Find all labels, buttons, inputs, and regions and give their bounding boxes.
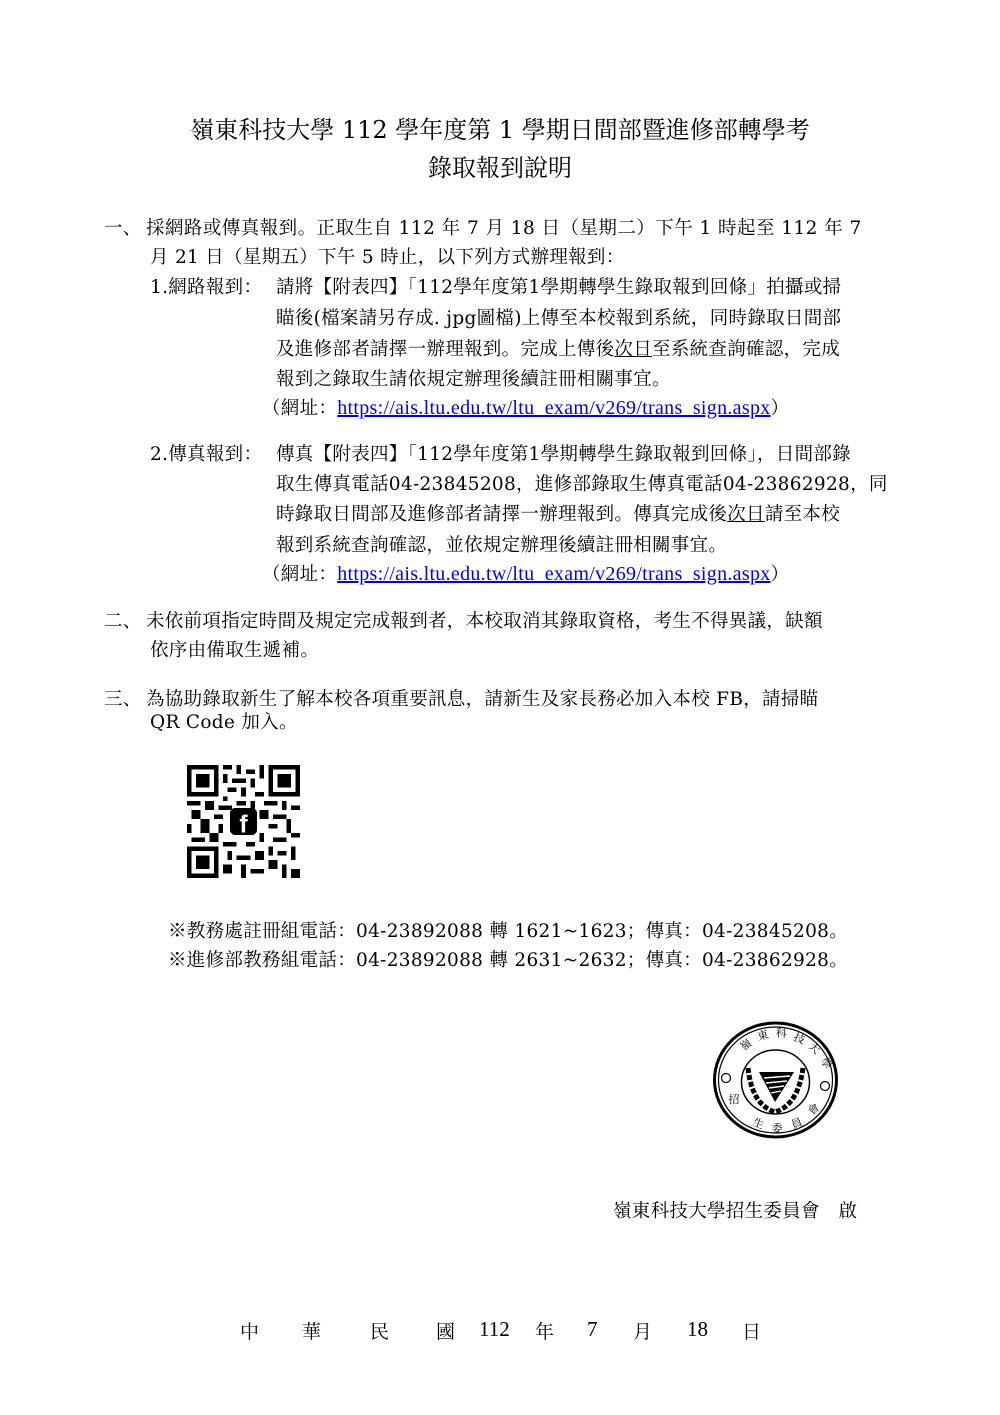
issuer-signature: 嶺東科技大學招生委員會 啟 — [613, 1201, 858, 1222]
section-1-line-1: 採網路或傳真報到。正取生自 112 年 7 月 18 日（星期二）下午 1 時起至 112 年 7 — [146, 218, 862, 239]
date-char: 中 — [240, 1321, 260, 1343]
section-2-line-2: 依序由備取生遞補。 — [150, 640, 320, 661]
section-2-marker: 二、 — [104, 611, 142, 632]
svg-text:大: 大 — [805, 1039, 823, 1057]
svg-text:技: 技 — [791, 1030, 807, 1047]
date-month: 7 — [587, 1317, 598, 1341]
svg-text:生: 生 — [750, 1115, 766, 1132]
registration-url-link[interactable]: https://ais.ltu.edu.tw/ltu_exam/v269/trans_sign.aspx — [337, 563, 771, 585]
date-char: 年 — [535, 1321, 555, 1343]
section-3-line-1: 為協助錄取新生了解本校各項重要訊息，請新生及家長務必加入本校 FB，請掃瞄 — [146, 689, 819, 710]
svg-text:學: 學 — [817, 1055, 835, 1072]
item-2-line-1: 傳真【附表四】「112學年度第1學期轉學生錄取報到回條」，日間部錄 — [276, 444, 851, 465]
section-2-line-1: 未依前項指定時間及規定完成報到者，本校取消其錄取資格，考生不得異議，缺額 — [146, 611, 823, 632]
item-1-line-3-rest: 至系統查詢確認，完成 — [652, 339, 841, 360]
section-3-marker: 三、 — [104, 689, 142, 710]
item-2-line-3-rest: 請至本校 — [764, 504, 841, 525]
date-char: 民 — [370, 1321, 390, 1343]
item-1-label: 1.網路報到： — [150, 277, 263, 298]
url-suffix: ） — [770, 398, 790, 419]
item-2-url-row — [262, 560, 789, 586]
registration-url-link[interactable]: https://ais.ltu.edu.tw/ltu_exam/v269/trans_sign.aspx — [337, 397, 771, 419]
item-2-line-3-text: 時錄取日間部及進修部者請擇一辦理報到。傳真完成後 — [276, 504, 728, 525]
svg-text:東: 東 — [756, 1027, 771, 1044]
date-char: 日 — [742, 1321, 762, 1343]
item-2-label: 2.傳真報到： — [150, 444, 263, 465]
item-1-line-2: 瞄後(檔案請另存成. jpg圖檔)上傳至本校報到系統，同時錄取日間部 — [276, 308, 842, 329]
date-char: 國 — [436, 1321, 456, 1343]
url-suffix: ） — [770, 564, 790, 585]
date-char: 月 — [633, 1321, 653, 1343]
svg-text:招: 招 — [728, 1093, 740, 1106]
svg-text:科: 科 — [775, 1026, 788, 1041]
contact-registration-office: ※教務處註冊組電話：04-23892088 轉 1621~1623；傳真：04-23845208。 — [168, 921, 849, 942]
item-1-url-row — [262, 394, 789, 420]
item-1-line-4: 報到之錄取生請依規定辦理後續註冊相關事宜。 — [276, 369, 671, 390]
university-seal-icon — [712, 1020, 839, 1140]
date-year: 112 — [479, 1317, 510, 1341]
facebook-qr-code-icon[interactable] — [187, 765, 300, 878]
item-2-line-4: 報到系統查詢確認，並依規定辦理後續註冊相關事宜。 — [276, 535, 728, 556]
date-char: 華 — [302, 1321, 322, 1343]
contact-extension-division: ※進修部教務組電話：04-23892088 轉 2631~2632；傳真：04-23862928。 — [168, 950, 849, 971]
section-1-marker: 一、 — [104, 218, 142, 239]
section-3-line-2: QR Code 加入。 — [150, 712, 298, 733]
issue-date — [0, 1317, 1000, 1347]
document-title: 嶺東科技大學 112 學年度第 1 學期日間部暨進修部轉學考 — [190, 116, 810, 144]
url-prefix: （網址： — [262, 564, 338, 585]
item-1-line-3-text: 及進修部者請擇一辦理報到。完成上傳後 — [276, 339, 615, 360]
section-1-line-2: 月 21 日（星期五）下午 5 時止，以下列方式辦理報到： — [150, 247, 625, 268]
item-1-line-1: 請將【附表四】「112學年度第1學期轉學生錄取報到回條」拍攝或掃 — [276, 277, 842, 298]
url-prefix: （網址： — [262, 398, 338, 419]
item-2-line-2: 取生傳真電話04-23845208，進修部錄取生傳真電話04-23862928，同 — [276, 474, 888, 495]
document-subtitle: 錄取報到說明 — [428, 154, 572, 182]
next-day-underlined: 次日 — [614, 339, 653, 360]
date-day: 18 — [687, 1317, 708, 1341]
item-2-line-3 — [276, 500, 840, 526]
svg-text:嶺: 嶺 — [737, 1036, 755, 1054]
svg-text:委: 委 — [771, 1122, 783, 1135]
svg-text:員: 員 — [789, 1115, 805, 1132]
next-day-underlined: 次日 — [727, 504, 765, 525]
item-1-line-3 — [276, 335, 840, 361]
svg-text:會: 會 — [805, 1100, 823, 1118]
svg-text:f: f — [239, 810, 248, 839]
